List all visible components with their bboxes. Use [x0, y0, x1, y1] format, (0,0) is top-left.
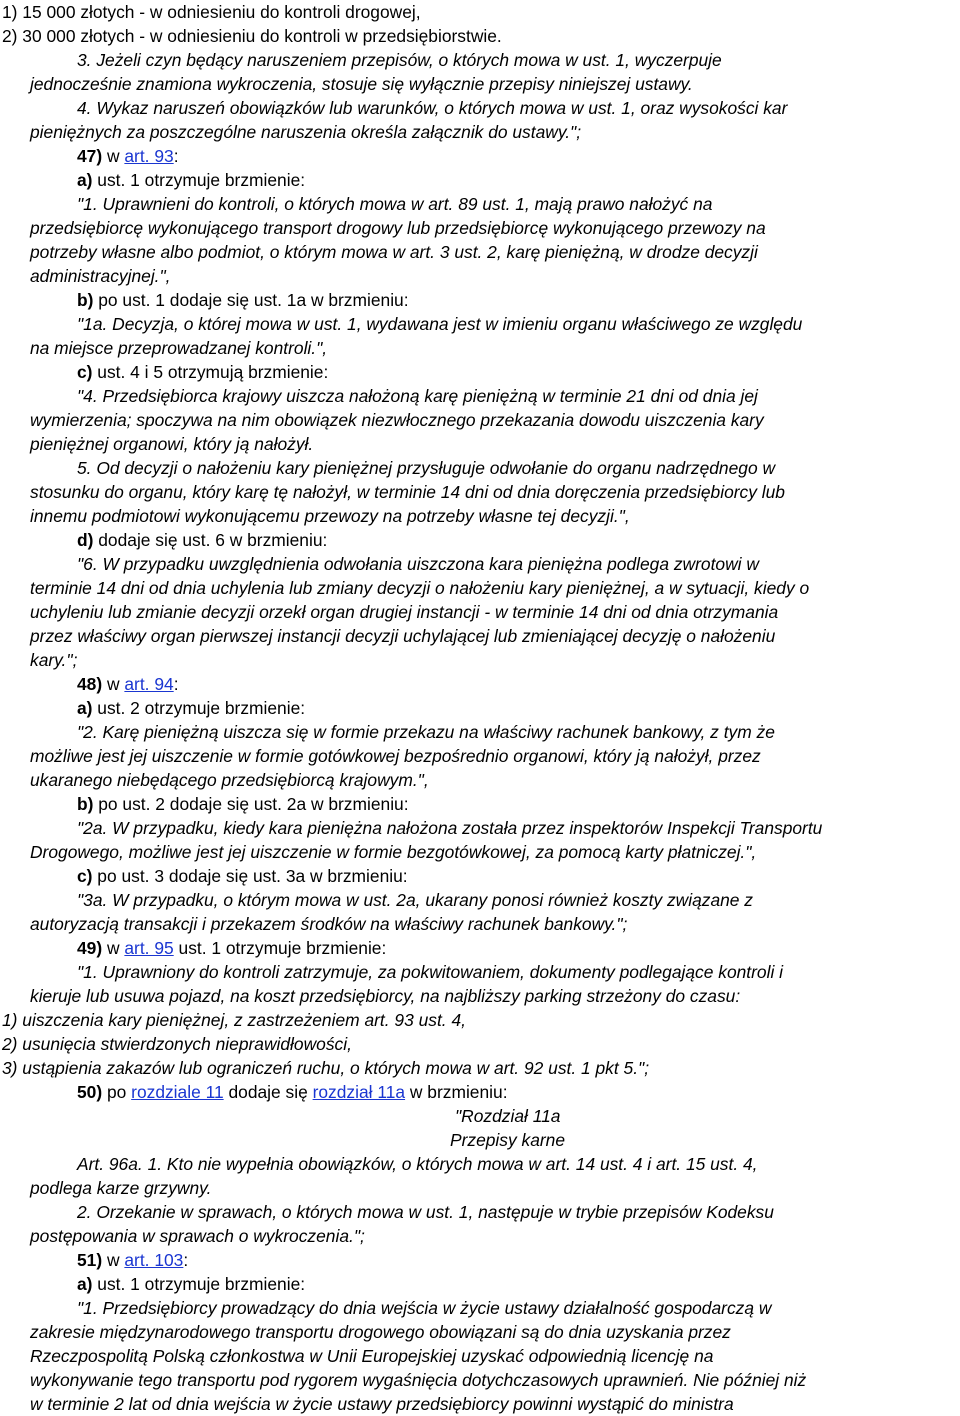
text-line: "1a. Decyzja, o której mowa w ust. 1, wydawana jest w imieniu organu właściwego ze względu: [77, 314, 803, 334]
text-line: stosunku do organu, który karę tę nałożył, w terminie 14 dni od dnia doręczenia przedsiębiorcy lub: [30, 482, 785, 502]
text-span: ust. 1 otrzymuje brzmienie:: [92, 170, 306, 190]
text-line: 5. Od decyzji o nałożeniu kary pieniężnej przysługuje odwołanie do organu nadrzędnego w: [77, 458, 776, 478]
item-number: c): [77, 866, 93, 886]
text-line: [77, 672, 179, 696]
text-span: po: [102, 1082, 132, 1102]
text-span: :: [173, 146, 179, 166]
text-line: "Rozdział 11a: [455, 1106, 561, 1126]
text-line: potrzeby własne albo podmiot, o którym mowa w art. 3 ust. 2, karę pieniężną, w drodze decyzji: [30, 242, 758, 262]
text-line: terminie 14 dni od dnia uchylenia lub zmiany decyzji o nałożeniu kary pieniężnej, a w sytuacji, kiedy o: [30, 578, 810, 598]
text-line: 2) 30 000 złotych - w odniesieniu do kontroli w przedsiębiorstwie.: [2, 26, 502, 46]
text-line: "1. Przedsiębiorcy prowadzący do dnia wejścia w życie ustawy działalność gospodarczą w: [77, 1298, 772, 1318]
text-span: dodaje się ust. 6 w brzmieniu:: [93, 530, 328, 550]
item-number: 49): [77, 938, 103, 958]
text-line: 4. Wykaz naruszeń obowiązków lub warunków, o których mowa w ust. 1, oraz wysokości kar: [77, 98, 788, 118]
text-line: [77, 696, 305, 720]
text-line: [77, 360, 328, 384]
text-line: [77, 936, 386, 960]
item-number: 47): [77, 146, 103, 166]
text-line: przedsiębiorcę wykonującego transport drogowy lub przedsiębiorcę wykonującego przewozy na: [30, 218, 766, 238]
text-line: innemu podmiotowi wykonującemu przewozy na potrzeby własne tej decyzji.",: [30, 506, 630, 526]
item-number: d): [77, 530, 94, 550]
text-span: dodaje się: [223, 1082, 313, 1102]
item-number: a): [77, 170, 93, 190]
text-span: w brzmieniu:: [405, 1082, 508, 1102]
text-span: ust. 1 otrzymuje brzmienie:: [173, 938, 387, 958]
text-span: po ust. 1 dodaje się ust. 1a w brzmieniu:: [93, 290, 409, 310]
item-number: 51): [77, 1250, 103, 1270]
text-span: ust. 4 i 5 otrzymują brzmienie:: [92, 362, 329, 382]
text-line: "3a. W przypadku, o którym mowa w ust. 2a, ukarany ponosi również koszty związane z: [77, 890, 753, 910]
text-line: "1. Uprawnieni do kontroli, o których mowa w art. 89 ust. 1, mają prawo nałożyć na: [77, 194, 713, 214]
text-line: "1. Uprawniony do kontroli zatrzymuje, za pokwitowaniem, dokumenty podlegające kontroli i: [77, 962, 784, 982]
text-line: postępowania w sprawach o wykroczenia.";: [30, 1226, 365, 1246]
text-line: [77, 1080, 508, 1104]
text-line: 3) ustąpienia zakazów lub ograniczeń ruchu, o których mowa w art. 92 ust. 1 pkt 5.";: [2, 1058, 650, 1078]
text-line: 1) 15 000 złotych - w odniesieniu do kontroli drogowej,: [2, 2, 421, 22]
text-line: 2. Orzekanie w sprawach, o których mowa w ust. 1, następuje w trybie przepisów Kodeksu: [77, 1202, 774, 1222]
text-span: po ust. 3 dodaje się ust. 3a w brzmieniu:: [92, 866, 408, 886]
article-link[interactable]: art. 94: [124, 674, 174, 694]
text-line: pieniężnych za poszczególne naruszenia określa załącznik do ustawy.";: [30, 122, 582, 142]
text-line: autoryzacją transakcji i przekazem środków na właściwy rachunek bankowy.";: [30, 914, 628, 934]
item-number: 50): [77, 1082, 103, 1102]
item-number: c): [77, 362, 93, 382]
text-line: w terminie 2 lat od dnia wejścia w życie ustawy przedsiębiorcy powinni wystąpić do ministra: [30, 1394, 734, 1414]
text-line: ukaranego niebędącego przedsiębiorcą krajowym.",: [30, 770, 429, 790]
text-line: jednocześnie znamiona wykroczenia, stosuje się wyłącznie przepisy niniejszej ustawy.: [30, 74, 693, 94]
text-line: Art. 96a. 1. Kto nie wypełnia obowiązków, o których mowa w art. 14 ust. 4 i art. 15 ust. 4,: [77, 1154, 758, 1174]
text-line: [77, 144, 179, 168]
text-span: w: [102, 674, 125, 694]
item-number: b): [77, 290, 94, 310]
text-span: :: [183, 1250, 189, 1270]
text-line: [77, 864, 408, 888]
text-line: [77, 1272, 305, 1296]
article-link[interactable]: rozdział 11a: [312, 1082, 406, 1102]
article-link[interactable]: art. 103: [124, 1250, 184, 1270]
text-line: [77, 792, 409, 816]
text-span: ust. 2 otrzymuje brzmienie:: [92, 698, 306, 718]
text-line: przez właściwy organ pierwszej instancji decyzji uchylającej lub zmieniającej decyzję o nałożeniu: [30, 626, 776, 646]
item-number: a): [77, 1274, 93, 1294]
text-line: na miejsce przeprowadzanej kontroli.",: [30, 338, 328, 358]
text-line: 1) uiszczenia kary pieniężnej, z zastrzeżeniem art. 93 ust. 4,: [2, 1010, 466, 1030]
text-span: w: [102, 1250, 125, 1270]
text-line: kary.";: [30, 650, 78, 670]
text-line: [77, 528, 327, 552]
text-line: administracyjnej.",: [30, 266, 171, 286]
text-line: Rzeczpospolitą Polską członkostwa w Unii Europejskiej uzyskać odpowiednią licencję na: [30, 1346, 714, 1366]
text-line: "4. Przedsiębiorca krajowy uiszcza nałożoną karę pieniężną w terminie 21 dni od dnia jej: [77, 386, 758, 406]
text-span: w: [102, 146, 125, 166]
text-line: "2a. W przypadku, kiedy kara pieniężna nałożona została przez inspektorów Inspekcji Transportu: [77, 818, 823, 838]
article-link[interactable]: art. 95: [124, 938, 174, 958]
text-line: Drogowego, możliwe jest jej uiszczenie w formie bezgotówkowej, za pomocą karty płatniczej.",: [30, 842, 757, 862]
text-line: 3. Jeżeli czyn będący naruszeniem przepisów, o których mowa w ust. 1, wyczerpuje: [77, 50, 722, 70]
text-line: możliwe jest jej uiszczenie w formie gotówkowej bezpośrednio organowi, który ją nałożył, przez: [30, 746, 761, 766]
text-span: po ust. 2 dodaje się ust. 2a w brzmieniu:: [93, 794, 409, 814]
text-span: :: [173, 674, 179, 694]
text-line: "6. W przypadku uwzględnienia odwołania uiszczona kara pieniężna podlega zwrotowi w: [77, 554, 759, 574]
text-line: [77, 1248, 188, 1272]
article-link[interactable]: art. 93: [124, 146, 174, 166]
item-number: b): [77, 794, 94, 814]
text-line: "2. Karę pieniężną uiszcza się w formie przekazu na właściwy rachunek bankowy, z tym że: [77, 722, 775, 742]
article-link[interactable]: rozdziale 11: [131, 1082, 224, 1102]
text-line: kieruje lub usuwa pojazd, na koszt przedsiębiorcy, na najbliższy parking strzeżony do czasu:: [30, 986, 741, 1006]
text-span: w: [102, 938, 125, 958]
text-span: ust. 1 otrzymuje brzmienie:: [92, 1274, 306, 1294]
text-line: uchyleniu lub zmianie decyzji orzekł organ drugiej instancji - w terminie 14 dni od dnia otrzymania: [30, 602, 779, 622]
text-line: [77, 168, 305, 192]
text-line: pieniężnej organowi, który ją nałożył.: [30, 434, 314, 454]
text-line: [77, 288, 409, 312]
item-number: a): [77, 698, 93, 718]
text-line: podlega karze grzywny.: [30, 1178, 212, 1198]
text-line: wymierzenia; spoczywa na nim obowiązek niezwłocznego przekazania dowodu uiszczenia kary: [30, 410, 764, 430]
text-line: 2) usunięcia stwierdzonych nieprawidłowości,: [2, 1034, 352, 1054]
text-line: Przepisy karne: [450, 1130, 566, 1150]
item-number: 48): [77, 674, 103, 694]
text-line: zakresie międzynarodowego transportu drogowego obowiązani są do dnia uzyskania przez: [30, 1322, 731, 1342]
text-line: wykonywanie tego transportu pod rygorem wygaśnięcia dotychczasowych uprawnień. Nie później niż: [30, 1370, 807, 1390]
